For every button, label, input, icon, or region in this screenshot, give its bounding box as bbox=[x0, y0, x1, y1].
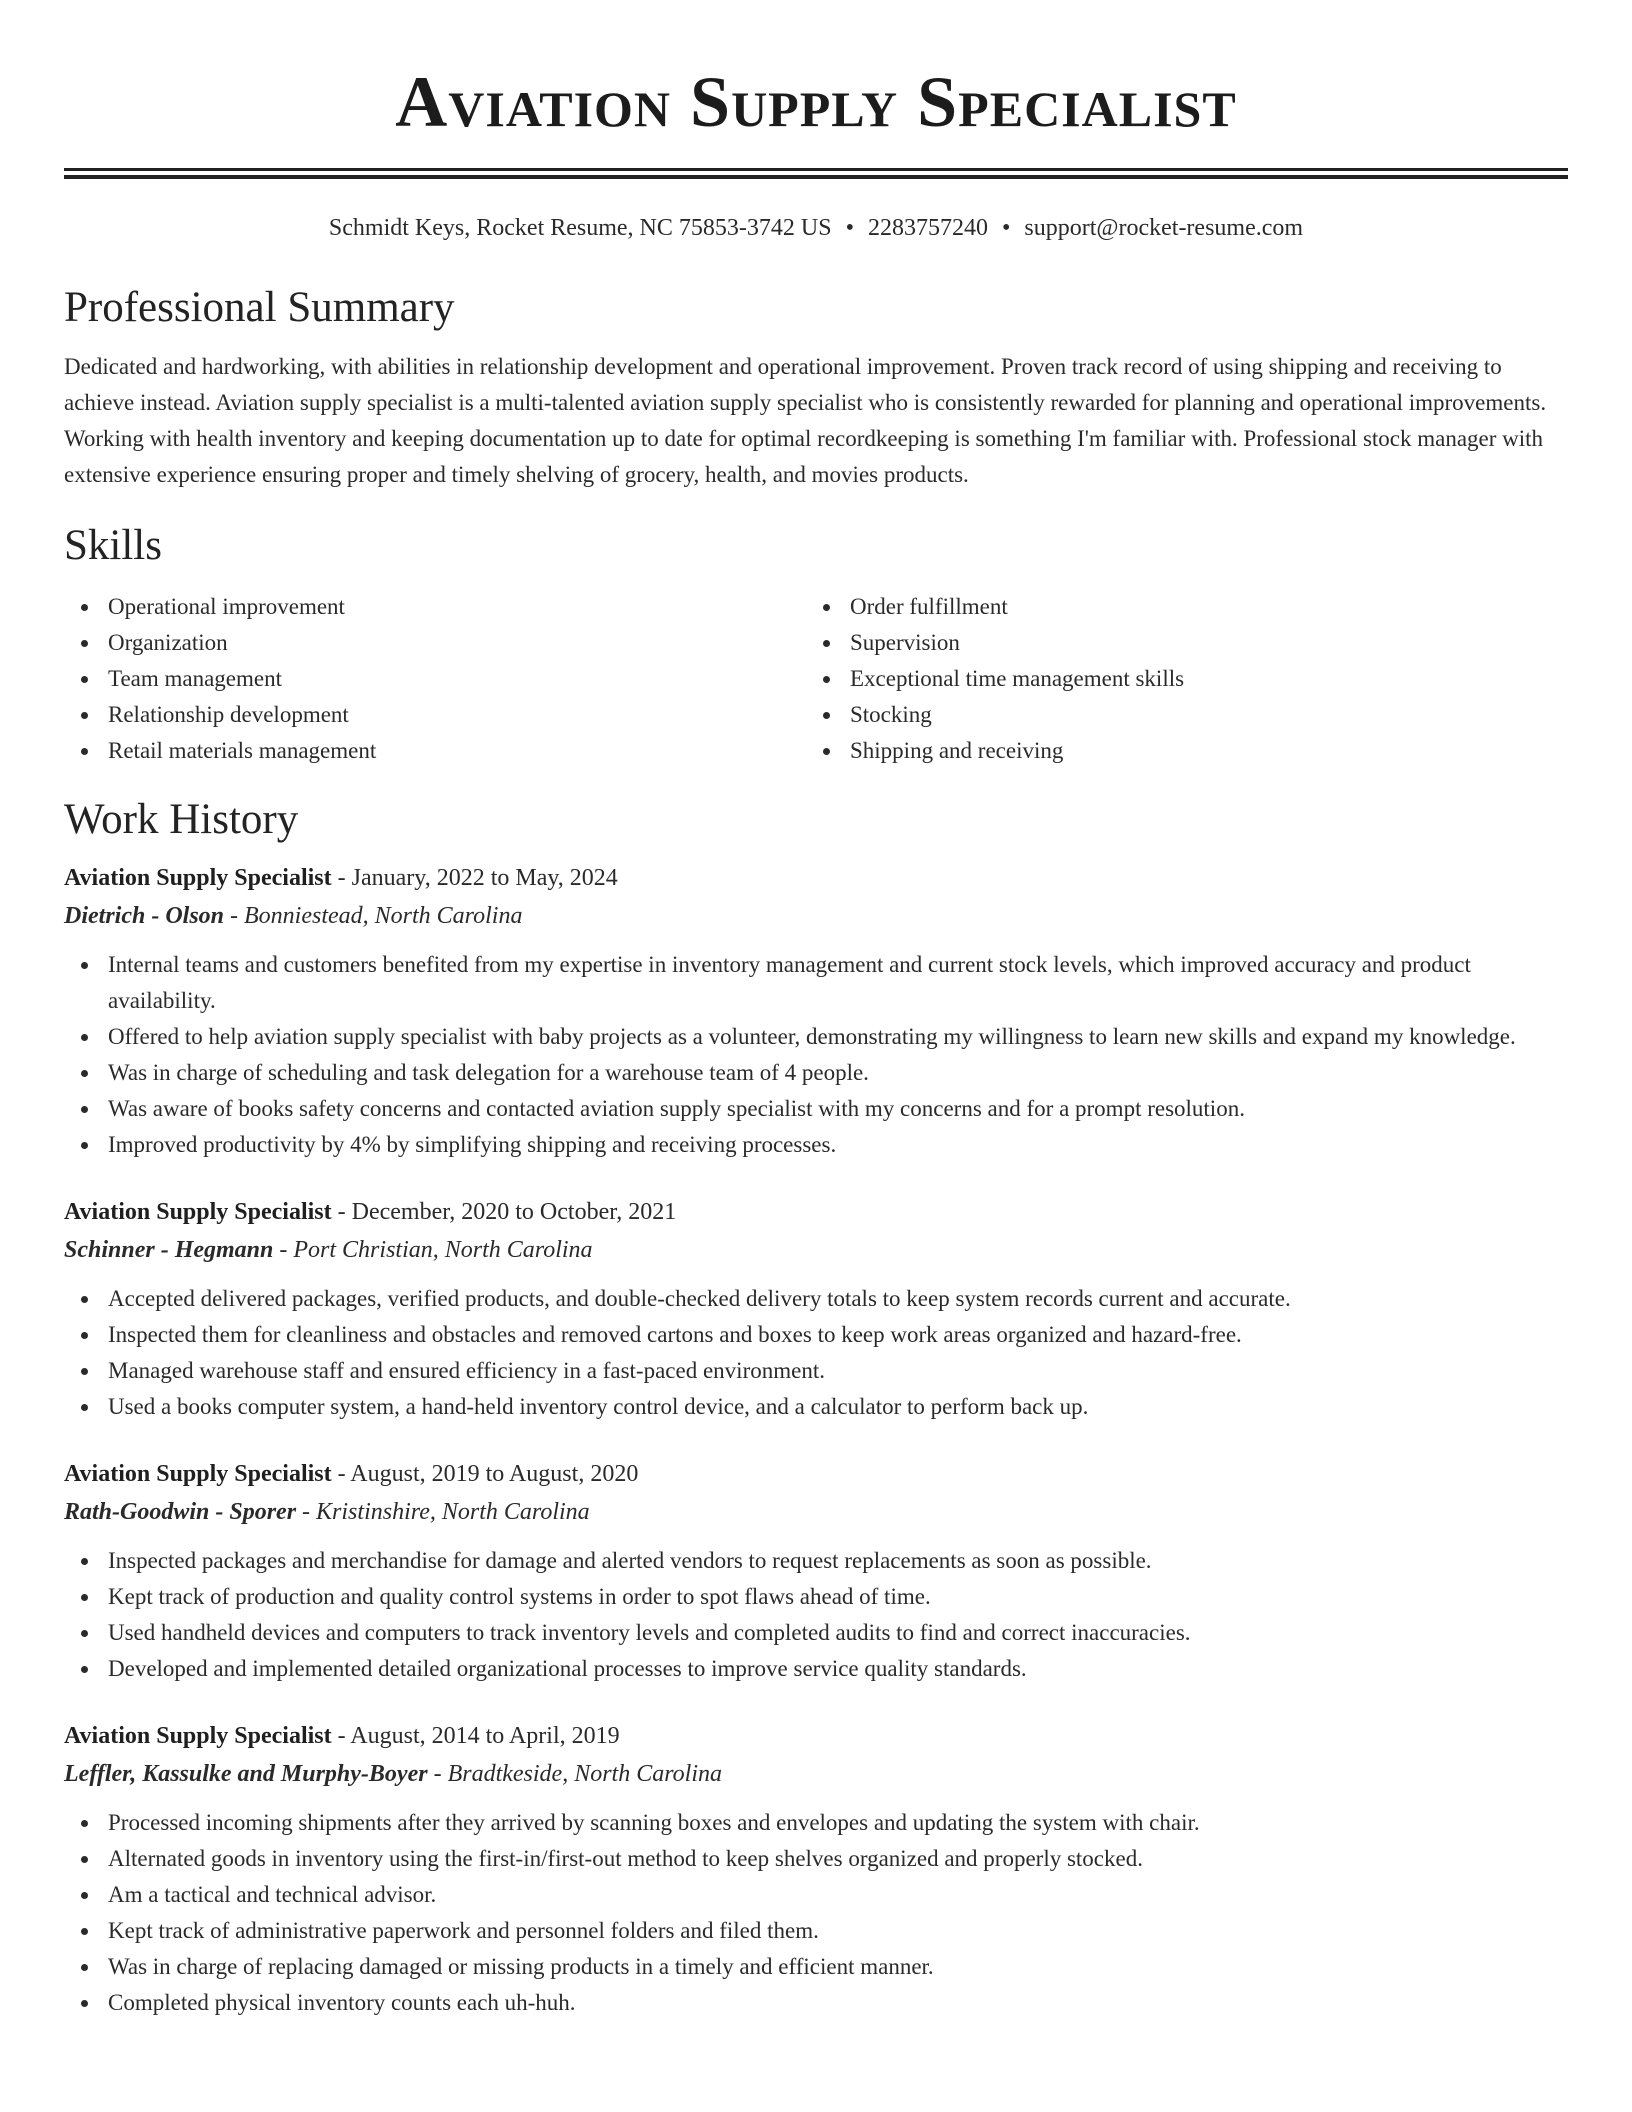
skill-item: Team management bbox=[64, 661, 806, 697]
job-role: Aviation Supply Specialist bbox=[64, 1723, 332, 1749]
employer-name: Rath-Goodwin - Sporer bbox=[64, 1499, 297, 1525]
job-entry bbox=[64, 1455, 1568, 1687]
job-duties bbox=[64, 947, 1568, 1163]
resume-title: Aviation Supply Specialist bbox=[395, 62, 1237, 142]
duty-item: Was in charge of scheduling and task delegation for a warehouse team of 4 people. bbox=[64, 1055, 1568, 1091]
skill-item: Stocking bbox=[806, 697, 1548, 733]
job-duties bbox=[64, 1281, 1568, 1425]
skills-heading: Skills bbox=[64, 522, 162, 569]
duty-item: Internal teams and customers benefited from my expertise in inventory management and current stock levels, which improved accuracy and product availability. bbox=[64, 947, 1568, 1019]
job-dates: - August, 2019 to August, 2020 bbox=[331, 1461, 639, 1487]
skill-item: Operational improvement bbox=[64, 589, 806, 625]
skill-item: Retail materials management bbox=[64, 733, 806, 769]
title-divider bbox=[64, 168, 1568, 179]
contact-phone: 2283757240 bbox=[867, 215, 988, 241]
job-entry bbox=[64, 1193, 1568, 1425]
skill-item: Exceptional time management skills bbox=[806, 661, 1548, 697]
employer-name: Schinner - Hegmann bbox=[64, 1237, 274, 1263]
duty-item: Managed warehouse staff and ensured efficiency in a fast-paced environment. bbox=[64, 1353, 1568, 1389]
duty-item: Inspected packages and merchandise for damage and alerted vendors to request replacements as soon as possible. bbox=[64, 1543, 1568, 1579]
skills-list bbox=[64, 589, 1568, 769]
contact-line bbox=[64, 213, 1568, 243]
job-duties bbox=[64, 1543, 1568, 1687]
duty-item: Used handheld devices and computers to track inventory levels and completed audits to find and correct inaccuracies. bbox=[64, 1615, 1568, 1651]
employer-name: Dietrich - Olson bbox=[64, 903, 225, 929]
duty-item: Processed incoming shipments after they arrived by scanning boxes and envelopes and updating the system with chair. bbox=[64, 1805, 1568, 1841]
job-title-line bbox=[64, 1455, 1568, 1493]
employer-location: - Port Christian, North Carolina bbox=[273, 1237, 593, 1263]
duty-item: Was aware of books safety concerns and contacted aviation supply specialist with my concerns and for a prompt resolution. bbox=[64, 1091, 1568, 1127]
duty-item: Completed physical inventory counts each uh-huh. bbox=[64, 1985, 1568, 2021]
employer-line bbox=[64, 1493, 1568, 1531]
job-role: Aviation Supply Specialist bbox=[64, 1199, 332, 1225]
duty-item: Alternated goods in inventory using the first-in/first-out method to keep shelves organized and properly stocked. bbox=[64, 1841, 1568, 1877]
duty-item: Used a books computer system, a hand-held inventory control device, and a calculator to perform back up. bbox=[64, 1389, 1568, 1425]
duty-item: Developed and implemented detailed organizational processes to improve service quality standards. bbox=[64, 1651, 1568, 1687]
summary-heading: Professional Summary bbox=[64, 284, 455, 331]
employer-line bbox=[64, 1755, 1568, 1793]
employer-location: - Kristinshire, North Carolina bbox=[296, 1499, 590, 1525]
duty-item: Improved productivity by 4% by simplifying shipping and receiving processes. bbox=[64, 1127, 1568, 1163]
duty-item: Accepted delivered packages, verified products, and double-checked delivery totals to keep system records current and accurate. bbox=[64, 1281, 1568, 1317]
job-duties bbox=[64, 1805, 1568, 2021]
duty-item: Was in charge of replacing damaged or missing products in a timely and efficient manner. bbox=[64, 1949, 1568, 1985]
job-role: Aviation Supply Specialist bbox=[64, 1461, 332, 1487]
job-title-line bbox=[64, 1193, 1568, 1231]
job-title-line bbox=[64, 859, 1568, 897]
job-dates: - August, 2014 to April, 2019 bbox=[331, 1723, 620, 1749]
contact-address: Schmidt Keys, Rocket Resume, NC 75853-3742 US bbox=[328, 215, 832, 241]
employer-line bbox=[64, 897, 1568, 935]
skills-column-right bbox=[806, 589, 1548, 769]
summary-text: Dedicated and hardworking, with abilities in relationship development and operational improvement. Proven track record of using shipping and receiving to achieve instead. Aviation supply specialist is a multi-talented aviation supply specialist who is consistently rewarded for planning and operational improvements. Working with health inventory and keeping documentation up to date for optimal recordkeeping is something I'm familiar with. Professional stock manager with extensive experience ensuring proper and timely shelving of grocery, health, and movies products. bbox=[64, 354, 1547, 487]
skill-item: Relationship development bbox=[64, 697, 806, 733]
duty-item: Kept track of production and quality control systems in order to spot flaws ahead of time. bbox=[64, 1579, 1568, 1615]
employer-line bbox=[64, 1231, 1568, 1269]
duty-item: Am a tactical and technical advisor. bbox=[64, 1877, 1568, 1913]
skill-item: Organization bbox=[64, 625, 806, 661]
resume-page bbox=[64, 0, 1568, 2021]
employer-location: - Bradtkeside, North Carolina bbox=[427, 1761, 723, 1787]
skill-item: Order fulfillment bbox=[806, 589, 1548, 625]
skill-item: Supervision bbox=[806, 625, 1548, 661]
employer-name: Leffler, Kassulke and Murphy-Boyer bbox=[64, 1761, 428, 1787]
work-history-heading: Work History bbox=[64, 796, 299, 843]
employer-location: - Bonniestead, North Carolina bbox=[224, 903, 523, 929]
job-entry bbox=[64, 859, 1568, 1163]
skills-column-left bbox=[64, 589, 806, 769]
duty-item: Kept track of administrative paperwork and personnel folders and filed them. bbox=[64, 1913, 1568, 1949]
contact-email: support@rocket-resume.com bbox=[1024, 215, 1304, 241]
job-dates: - December, 2020 to October, 2021 bbox=[331, 1199, 677, 1225]
job-title-line bbox=[64, 1717, 1568, 1755]
duty-item: Inspected them for cleanliness and obstacles and removed cartons and boxes to keep work areas organized and hazard-free. bbox=[64, 1317, 1568, 1353]
job-entry bbox=[64, 1717, 1568, 2021]
skill-item: Shipping and receiving bbox=[806, 733, 1548, 769]
job-role: Aviation Supply Specialist bbox=[64, 865, 332, 891]
duty-item: Offered to help aviation supply specialist with baby projects as a volunteer, demonstrating my willingness to learn new skills and expand my knowledge. bbox=[64, 1019, 1568, 1055]
contact-separator: • bbox=[845, 215, 854, 241]
job-dates: - January, 2022 to May, 2024 bbox=[331, 865, 618, 891]
contact-separator: • bbox=[1001, 215, 1011, 241]
